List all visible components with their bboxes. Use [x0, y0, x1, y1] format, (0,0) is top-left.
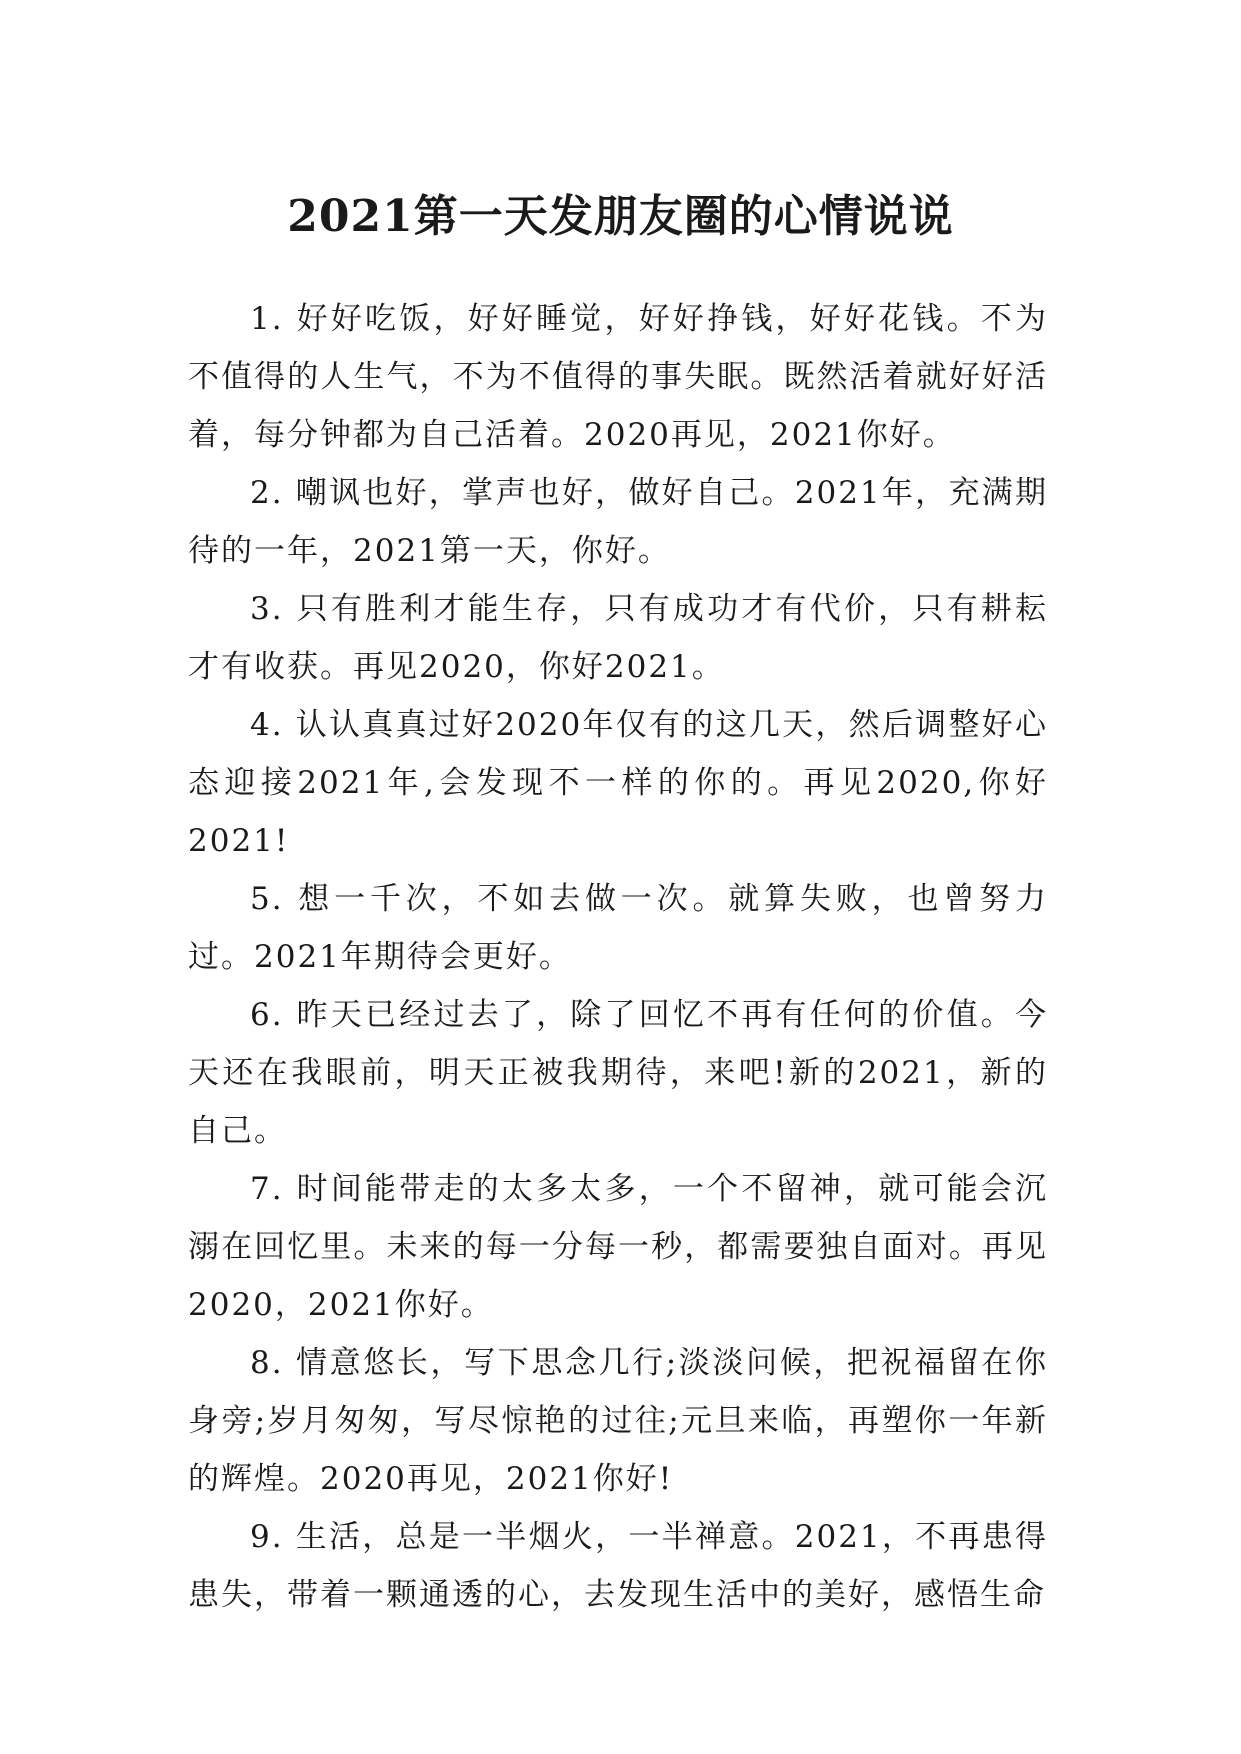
paragraph-7: 7. 时间能带走的太多太多，一个不留神，就可能会沉溺在回忆里。未来的每一分每一秒，都需要独自面对。再见2020，2021你好。	[188, 1171, 1048, 1323]
paragraph-8: 8. 情意悠长，写下思念几行;淡淡问候，把祝福留在你身旁;岁月匆匆，写尽惊艳的过往;元旦来临，再塑你一年新的辉煌。2020再见，2021你好!	[188, 1345, 1048, 1497]
paragraph-3: 3. 只有胜利才能生存，只有成功才有代价，只有耕耘才有收获。再见2020，你好2021。	[188, 591, 1048, 685]
paragraph-1: 1. 好好吃饭，好好睡觉，好好挣钱，好好花钱。不为不值得的人生气，不为不值得的事失眠。既然活着就好好活着，每分钟都为自己活着。2020再见，2021你好。	[188, 301, 1048, 453]
paragraph-2: 2. 嘲讽也好，掌声也好，做好自己。2021年，充满期待的一年，2021第一天，你好。	[188, 475, 1048, 569]
document-body	[188, 290, 1048, 1624]
paragraph-9: 9. 生活，总是一半烟火，一半禅意。2021，不再患得患失，带着一颗通透的心，去发现生活中的美好，感悟生命	[188, 1519, 1048, 1613]
paragraph-6: 6. 昨天已经过去了，除了回忆不再有任何的价值。今天还在我眼前，明天正被我期待，来吧!新的2021，新的自己。	[188, 997, 1048, 1149]
paragraph-4: 4. 认认真真过好2020年仅有的这几天，然后调整好心态迎接2021年,会发现不一样的你的。再见2020,你好2021!	[188, 707, 1048, 859]
document-title: 2021第一天发朋友圈的心情说说	[287, 191, 954, 243]
paragraph-5: 5. 想一千次，不如去做一次。就算失败，也曾努力过。2021年期待会更好。	[188, 881, 1048, 975]
